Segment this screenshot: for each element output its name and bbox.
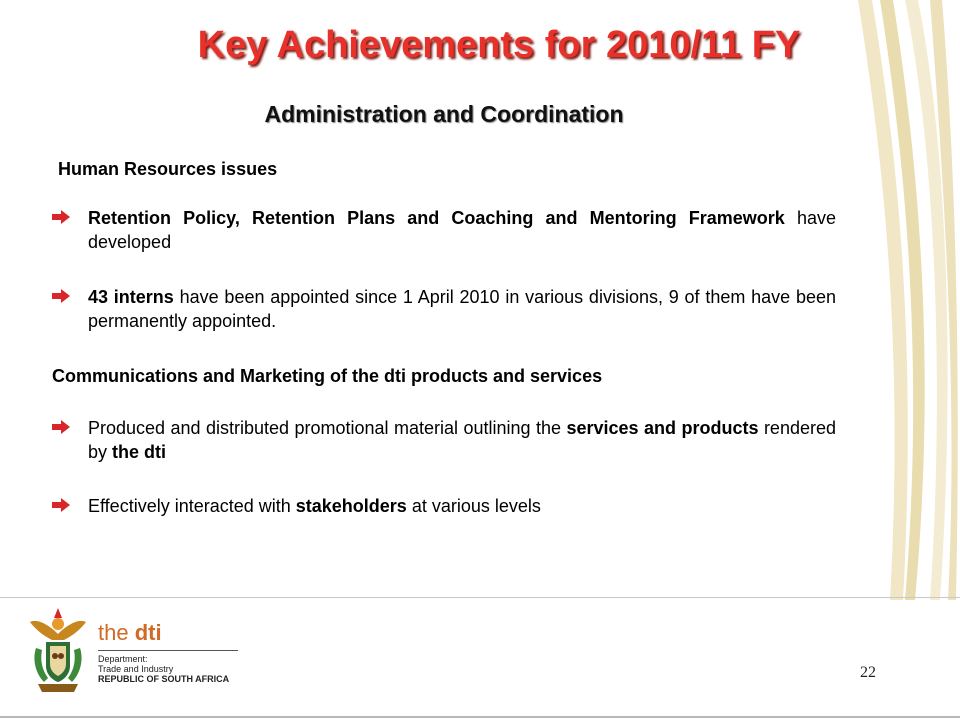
bullet-promotional-material: [52, 416, 836, 464]
brand-rule: [98, 650, 238, 651]
footer-divider: [0, 597, 960, 598]
arrow-bullet-icon: [52, 289, 70, 303]
dti-brand-logo: the dti: [98, 620, 162, 645]
comms-section-heading: Communications and Marketing of the dti products and services: [52, 366, 603, 386]
bullet-stakeholders: [52, 494, 836, 518]
arrow-bullet-icon: [52, 210, 70, 224]
bullet-retention-policy: [52, 206, 836, 254]
bottom-divider: [0, 716, 960, 718]
page-number: 22: [860, 664, 876, 681]
bullet-interns: [52, 285, 836, 333]
bullet-text: Effectively interacted with stakeholders at various levels: [88, 496, 541, 516]
bullet-text: Produced and distributed promotional material outlining the services and products rendered by the dti: [88, 418, 836, 462]
arrow-bullet-icon: [52, 420, 70, 434]
bullet-text: 43 interns have been appointed since 1 April 2010 in various divisions, 9 of them have been permanently appointed.: [88, 287, 836, 331]
department-label: Department: Trade and Industry REPUBLIC OF SOUTH AFRICA: [98, 654, 230, 684]
bullet-text: Retention Policy, Retention Plans and Coaching and Mentoring Framework have developed: [88, 208, 836, 252]
slide-subtitle: Administration and Coordination: [264, 101, 624, 127]
coat-of-arms-icon: [24, 604, 92, 696]
arrow-bullet-icon: [52, 498, 70, 512]
hr-section-heading: Human Resources issues: [58, 159, 278, 179]
slide-title: Key Achievements for 2010/11 FY: [197, 24, 801, 66]
